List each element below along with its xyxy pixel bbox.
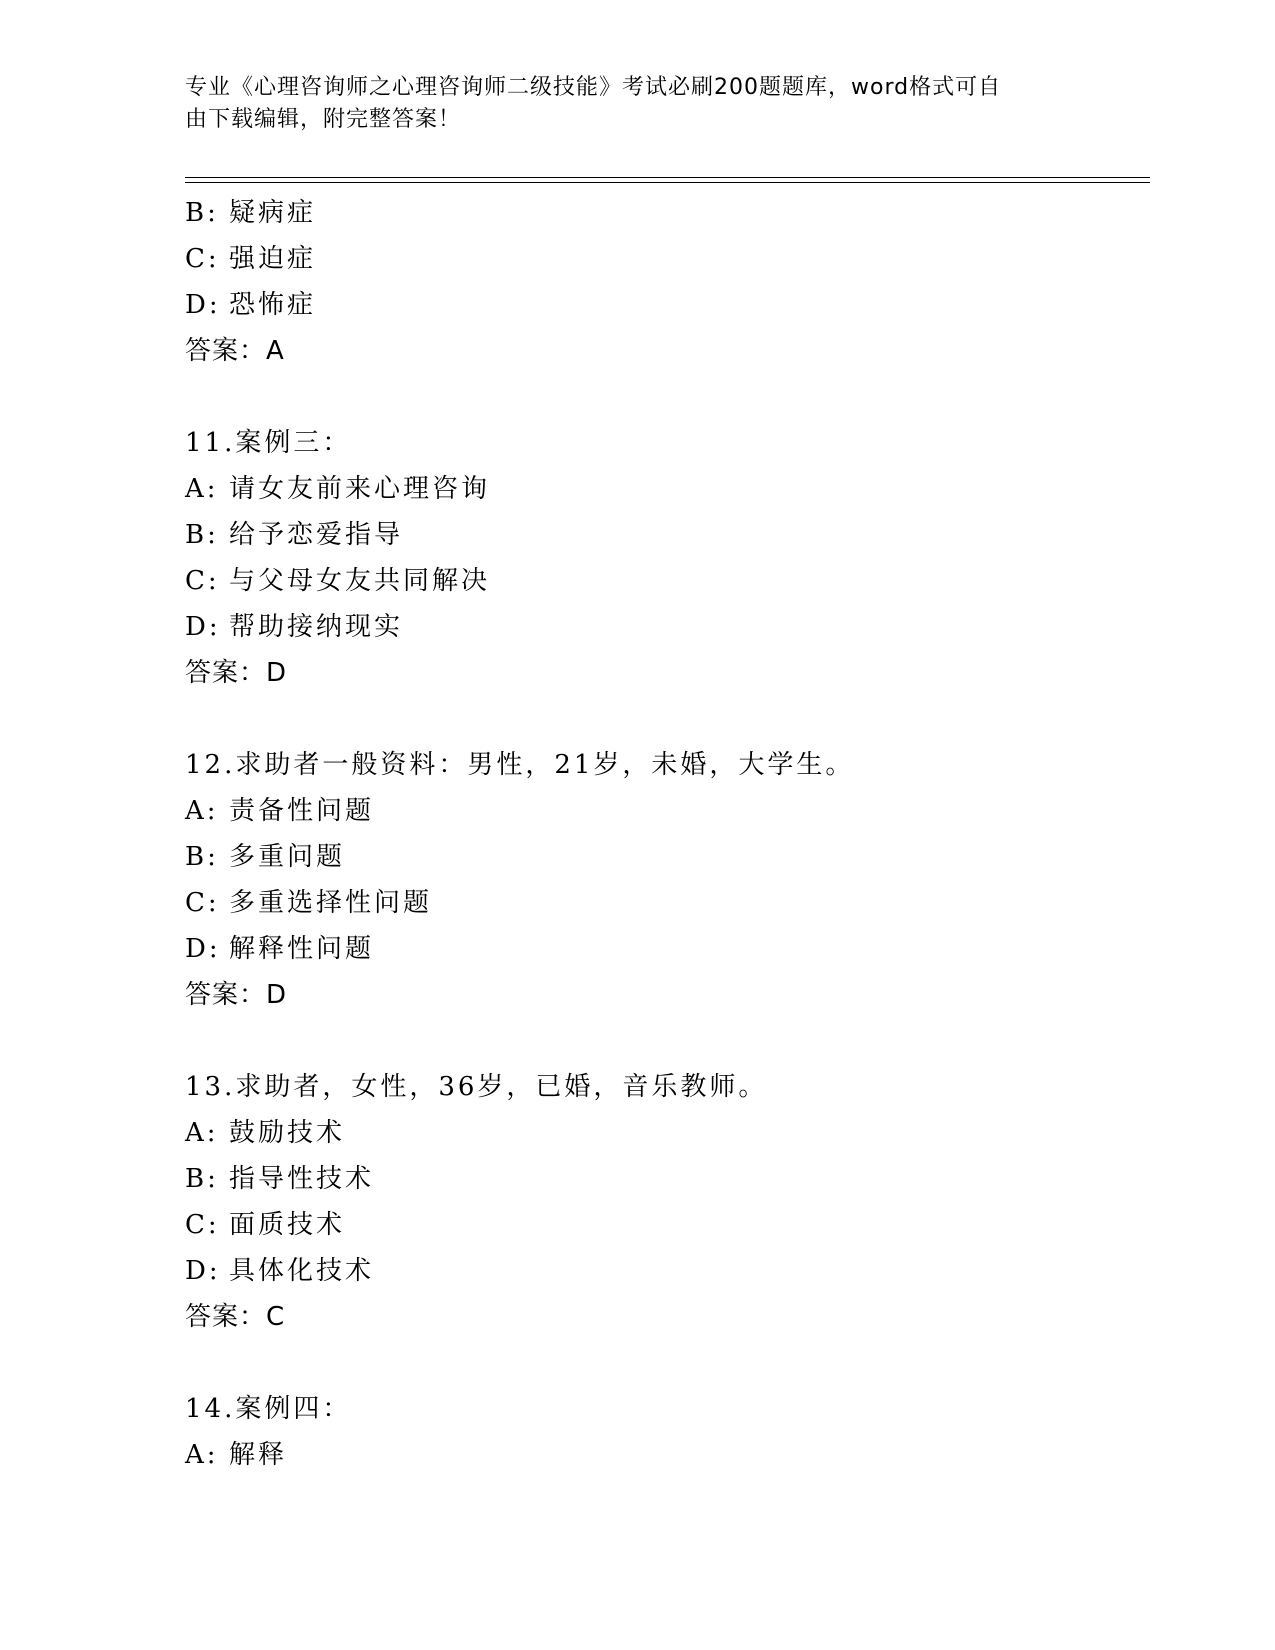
option-letter: A: [185,1440,219,1470]
option-text: 多重选择性问题 [229,888,433,918]
option-c [185,236,1085,282]
option-text: 责备性问题 [229,796,375,826]
option-text: 给予恋爱指导 [229,520,404,550]
question-stem: 14.案例四： [185,1394,352,1424]
option-b [185,190,1085,236]
option-text: 指导性技术 [229,1164,375,1194]
option-text: 解释 [229,1440,288,1470]
option-text: 解释性问题 [229,934,375,964]
option-text: 疑病症 [229,198,317,228]
option-c [185,1202,1085,1248]
option-text: 帮助接纳现实 [229,612,404,642]
option-letter: D: [185,612,221,642]
option-letter: D: [185,290,221,320]
option-letter: C: [185,888,220,918]
option-text: 与父母女友共同解决 [229,566,491,596]
option-text: 请女友前来心理咨询 [229,474,491,504]
option-letter: A: [185,796,219,826]
option-letter: D: [185,1256,221,1286]
option-letter: B: [185,842,219,872]
header-line-1: 专业《心理咨询师之心理咨询师二级技能》考试必刷200题题库，word格式可自 [185,75,1002,100]
question-stem: 11.案例三： [185,428,352,458]
option-d [185,604,1085,650]
option-d [185,926,1085,972]
option-text: 强迫症 [229,244,317,274]
option-d [185,1248,1085,1294]
option-letter: B: [185,520,219,550]
option-letter: B: [185,1164,219,1194]
option-text: 具体化技术 [229,1256,375,1286]
option-d [185,282,1085,328]
option-letter: C: [185,566,220,596]
option-c [185,880,1085,926]
option-letter: B: [185,198,219,228]
question-stem: 13.求助者，女性，36岁，已婚，音乐教师。 [185,1072,768,1102]
question-stem: 12.求助者一般资料：男性，21岁，未婚，大学生。 [185,750,855,780]
option-letter: A: [185,1118,219,1148]
answer-line: 答案：D [185,980,288,1010]
option-b [185,834,1085,880]
option-text: 多重问题 [229,842,346,872]
option-letter: C: [185,1210,220,1240]
option-a [185,466,1085,512]
option-a [185,1110,1085,1156]
option-b [185,512,1085,558]
option-a [185,788,1085,834]
option-letter: C: [185,244,220,274]
question-content [185,190,1085,1478]
header-divider [185,177,1150,183]
option-c [185,558,1085,604]
option-text: 恐怖症 [229,290,317,320]
answer-line: 答案：A [185,336,285,366]
option-letter: D: [185,934,221,964]
option-a [185,1432,1085,1478]
answer-line: 答案：D [185,658,288,688]
document-header [185,72,1065,136]
option-text: 鼓励技术 [229,1118,346,1148]
option-b [185,1156,1085,1202]
header-line-2: 由下载编辑，附完整答案！ [185,107,462,132]
answer-line: 答案：C [185,1302,286,1332]
option-text: 面质技术 [229,1210,346,1240]
option-letter: A: [185,474,219,504]
